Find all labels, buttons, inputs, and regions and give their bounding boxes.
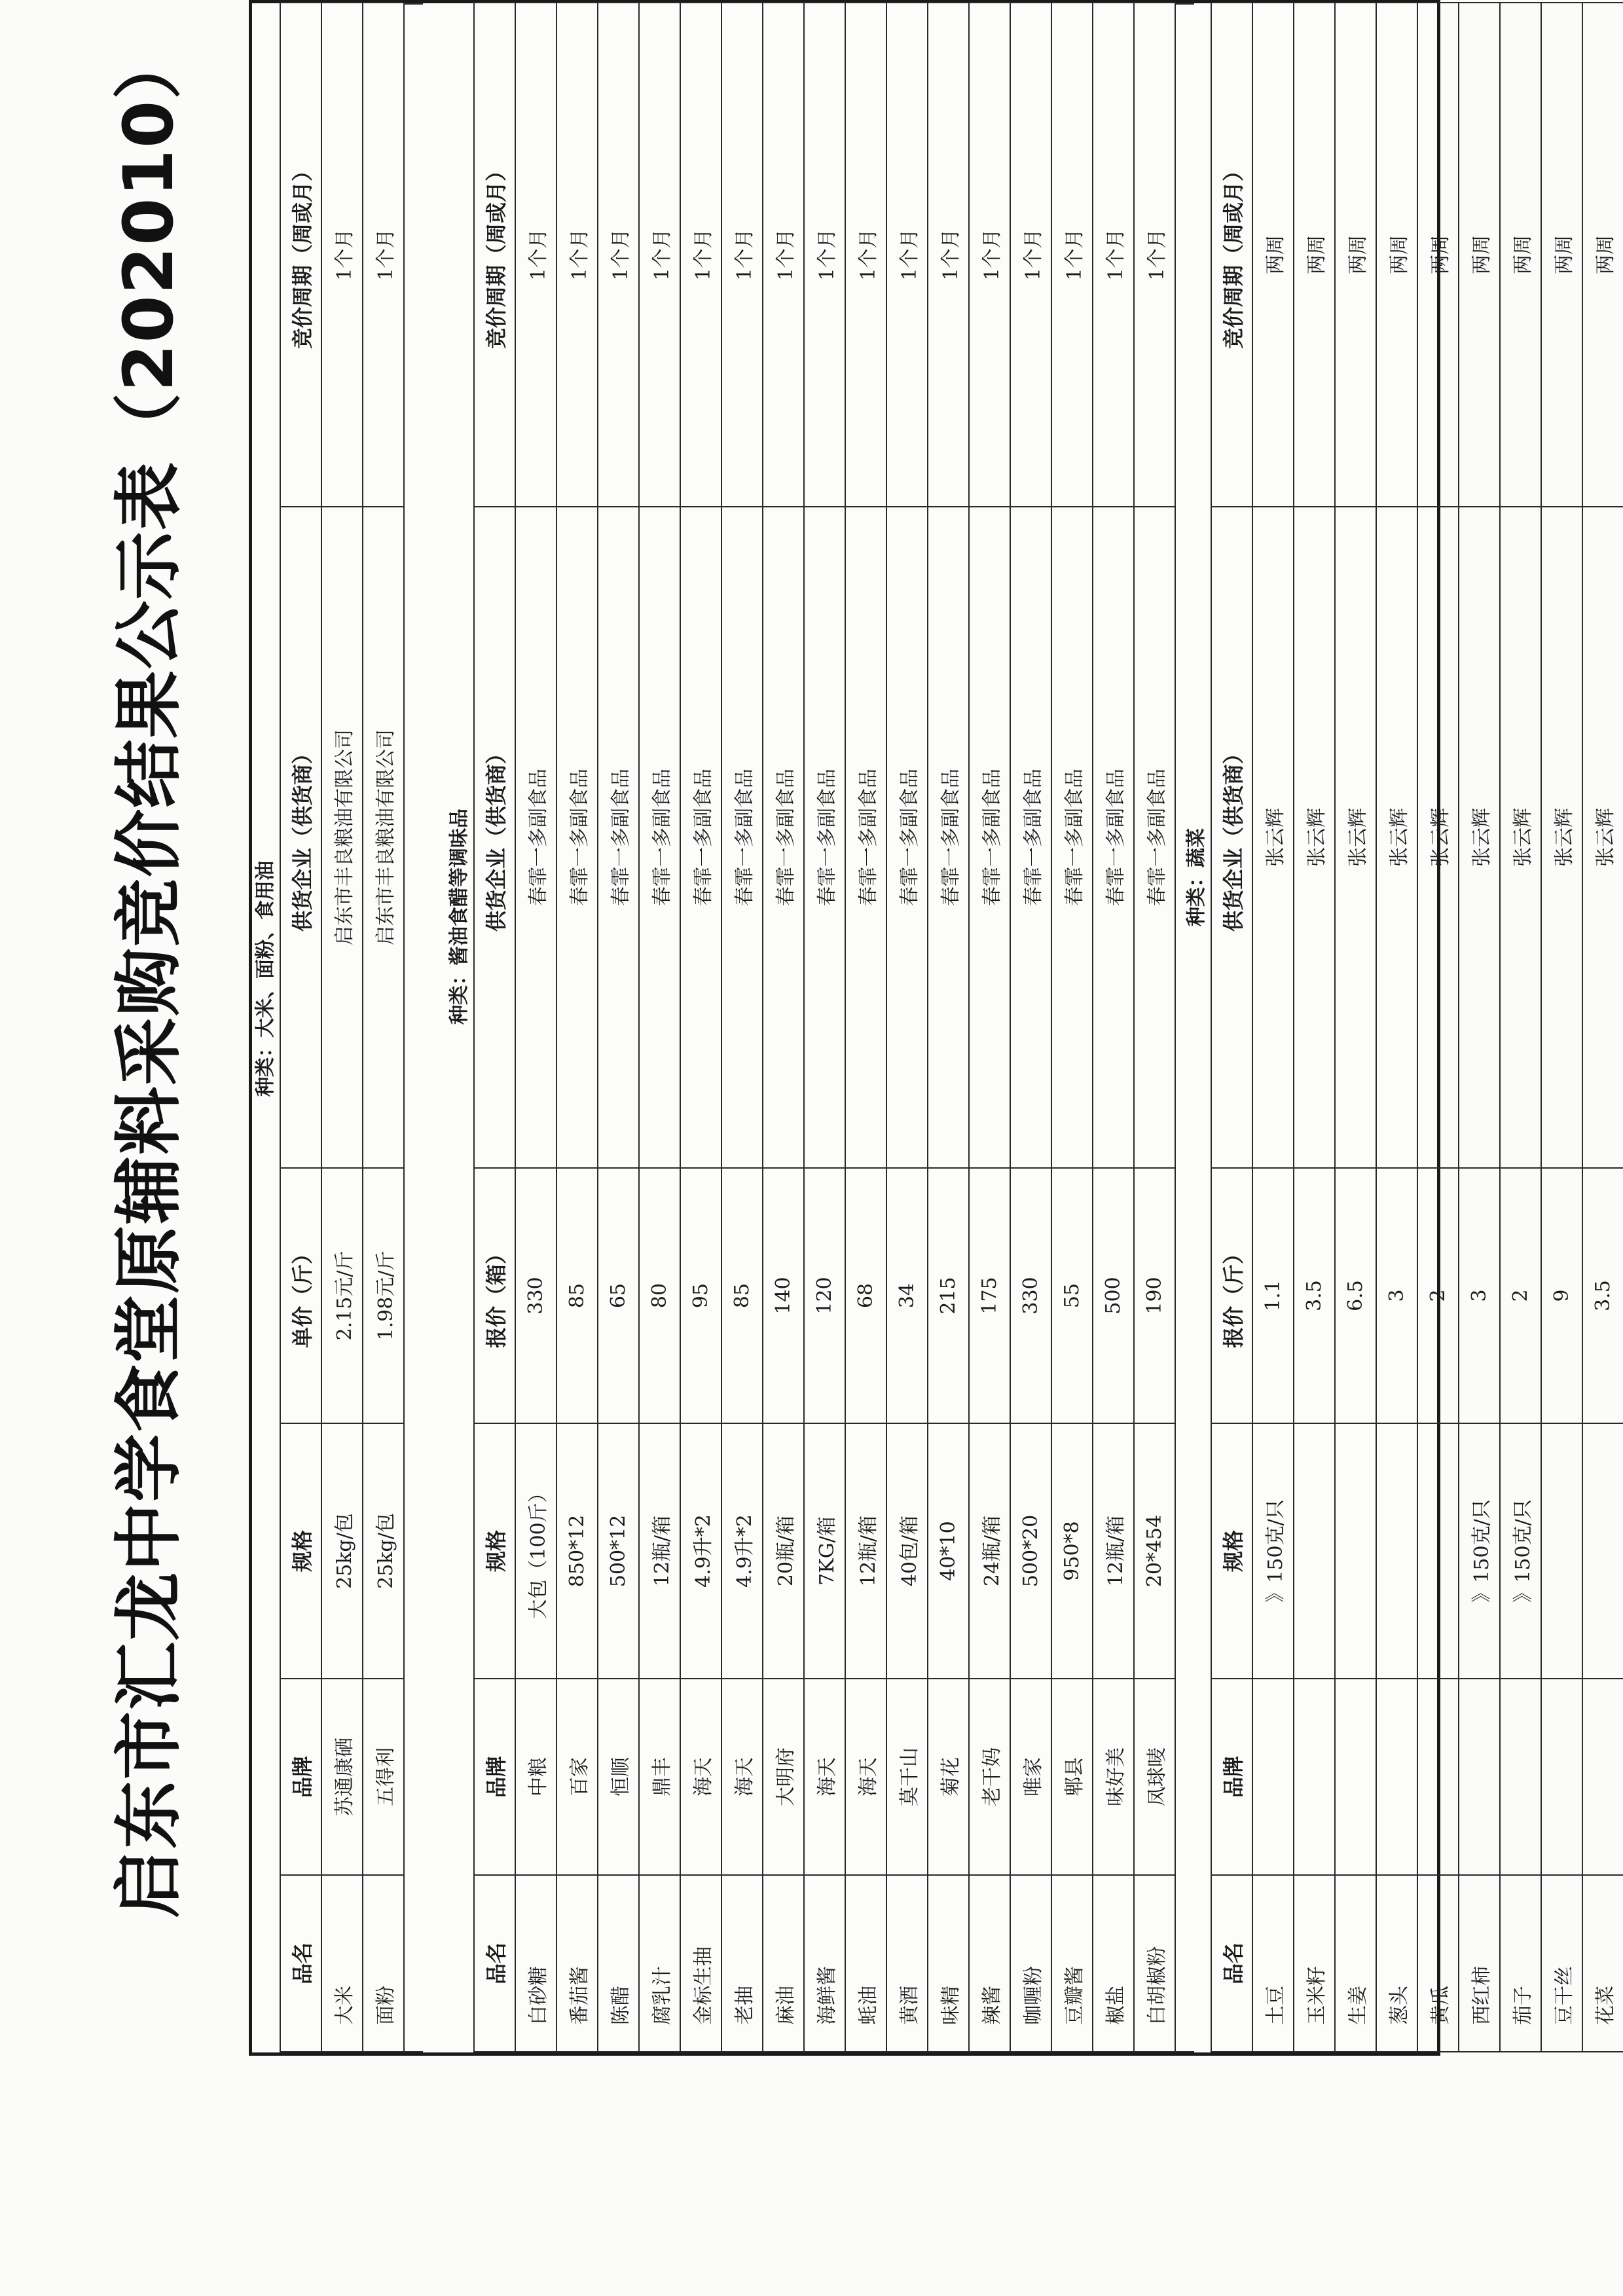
header-bidding-cycle: 竞价周期（周或月） (1211, 3, 1252, 507)
cell-supplier: 春霏一多副食品 (804, 507, 845, 1168)
cell-product-name: 白胡椒粉 (1134, 1875, 1175, 2052)
cell-price: 9 (1541, 1168, 1582, 1423)
cell-bidding-cycle: 两周 (1335, 3, 1376, 507)
cell-price: 120 (804, 1168, 845, 1423)
cell-supplier: 春霏一多副食品 (1093, 507, 1134, 1168)
grain-section (252, 3, 423, 2052)
table-row (1459, 3, 1500, 2052)
table-row (886, 3, 928, 2052)
section-gap (405, 3, 423, 2052)
cell-product-name: 椒盐 (1093, 1875, 1134, 2052)
cell-product-name: 花菜 (1582, 1875, 1623, 2052)
cell-spec: 大包（100斤） (515, 1423, 556, 1679)
cell-bidding-cycle: 1个月 (1093, 3, 1134, 507)
cell-product-name: 腐乳汁 (639, 1875, 680, 2052)
cell-brand: 中粮 (515, 1679, 556, 1875)
cell-supplier: 春霏一多副食品 (639, 507, 680, 1168)
cell-brand: 莫干山 (886, 1679, 928, 1875)
cell-spec: 25kg/包 (363, 1423, 404, 1679)
table-row (1376, 3, 1417, 2052)
grain-rows (321, 3, 404, 2052)
cell-bidding-cycle: 1个月 (928, 3, 969, 507)
table-row (1541, 3, 1582, 2052)
cell-product-name: 玉米籽 (1294, 1875, 1335, 2052)
cell-price: 3.5 (1582, 1168, 1623, 1423)
header-product-name: 品名 (280, 1875, 321, 2052)
cell-brand: 味好美 (1093, 1679, 1134, 1875)
cell-brand: 菊花 (928, 1679, 969, 1875)
cell-spec: 》150克/只 (1459, 1423, 1500, 1679)
cell-spec (1582, 1423, 1623, 1679)
cell-spec: 40包/箱 (886, 1423, 928, 1679)
cell-spec: 12瓶/箱 (1093, 1423, 1134, 1679)
cell-spec: 4.9升*2 (680, 1423, 721, 1679)
cell-brand: 海天 (804, 1679, 845, 1875)
cell-bidding-cycle: 两周 (1294, 3, 1335, 507)
cell-price: 34 (886, 1168, 928, 1423)
cell-supplier: 春霏一多副食品 (886, 507, 928, 1168)
sauce-header-row (474, 3, 515, 2052)
cell-price: 85 (556, 1168, 598, 1423)
cell-spec (1541, 1423, 1582, 1679)
cell-supplier: 春霏一多副食品 (928, 507, 969, 1168)
cell-supplier: 张云辉 (1417, 507, 1459, 1168)
cell-brand: 凤球唛 (1134, 1679, 1175, 1875)
cell-product-name: 海鲜酱 (804, 1875, 845, 2052)
cell-price: 1.98元/斤 (363, 1168, 404, 1423)
cell-price: 2 (1417, 1168, 1459, 1423)
cell-bidding-cycle: 1个月 (556, 3, 598, 507)
grain-category-label: 种类：大米、面粉、食用油 (254, 861, 277, 1097)
table-row (321, 3, 363, 2052)
table-row (680, 3, 721, 2052)
cell-product-name: 西红柿 (1459, 1875, 1500, 2052)
cell-brand (1335, 1679, 1376, 1875)
header-brand: 品牌 (1211, 1679, 1252, 1875)
cell-price: 80 (639, 1168, 680, 1423)
cell-price: 330 (515, 1168, 556, 1423)
cell-bidding-cycle: 两周 (1252, 3, 1294, 507)
cell-product-name: 陈醋 (598, 1875, 639, 2052)
veg-header-row (1211, 3, 1252, 2052)
header-brand: 品牌 (474, 1679, 515, 1875)
cell-brand (1294, 1679, 1335, 1875)
cell-spec: 12瓶/箱 (639, 1423, 680, 1679)
cell-brand (1500, 1679, 1541, 1875)
cell-product-name: 土豆 (1252, 1875, 1294, 2052)
table-row (763, 3, 804, 2052)
header-supplier: 供货企业（供货商） (474, 507, 515, 1168)
table-row (969, 3, 1010, 2052)
cell-bidding-cycle: 1个月 (515, 3, 556, 507)
cell-brand: 海天 (680, 1679, 721, 1875)
cell-product-name: 大米 (321, 1875, 363, 2052)
cell-spec: 12瓶/箱 (845, 1423, 886, 1679)
cell-bidding-cycle: 1个月 (639, 3, 680, 507)
cell-brand: 五得利 (363, 1679, 404, 1875)
cell-supplier: 张云辉 (1376, 507, 1417, 1168)
cell-spec (1376, 1423, 1417, 1679)
table-row (1134, 3, 1175, 2052)
cell-bidding-cycle: 1个月 (804, 3, 845, 507)
sauce-section (446, 3, 1194, 2052)
cell-supplier: 启东市丰良粮油有限公司 (363, 507, 404, 1168)
cell-bidding-cycle: 1个月 (763, 3, 804, 507)
cell-product-name: 豆干丝 (1541, 1875, 1582, 2052)
cell-supplier: 春霏一多副食品 (969, 507, 1010, 1168)
cell-supplier: 张云辉 (1500, 507, 1541, 1168)
cell-brand: 海天 (721, 1679, 763, 1875)
cell-supplier: 春霏一多副食品 (721, 507, 763, 1168)
cell-product-name: 麻油 (763, 1875, 804, 2052)
cell-bidding-cycle: 1个月 (363, 3, 404, 507)
cell-product-name: 金标生抽 (680, 1875, 721, 2052)
cell-bidding-cycle: 1个月 (1134, 3, 1175, 507)
header-spec: 规格 (474, 1423, 515, 1679)
cell-price: 95 (680, 1168, 721, 1423)
cell-price: 215 (928, 1168, 969, 1423)
table-row (515, 3, 556, 2052)
table-row (1010, 3, 1051, 2052)
header-product-name: 品名 (1211, 1875, 1252, 2052)
cell-product-name: 面粉 (363, 1875, 404, 2052)
cell-supplier: 春霏一多副食品 (1010, 507, 1051, 1168)
cell-spec: 850*12 (556, 1423, 598, 1679)
cell-brand (1376, 1679, 1417, 1875)
cell-product-name: 咖喱粉 (1010, 1875, 1051, 2052)
header-brand: 品牌 (280, 1679, 321, 1875)
header-supplier: 供货企业（供货商） (280, 507, 321, 1168)
veg-category-label: 种类：蔬菜 (1185, 828, 1208, 926)
table-row (1294, 3, 1335, 2052)
cell-brand: 鼎丰 (639, 1679, 680, 1875)
cell-price: 65 (598, 1168, 639, 1423)
table-row (1335, 3, 1376, 2052)
sauce-category-label: 种类：酱油食醋等调味品 (448, 809, 471, 1025)
cell-bidding-cycle: 两周 (1376, 3, 1417, 507)
cell-price: 500 (1093, 1168, 1134, 1423)
grain-header-row (280, 3, 321, 2052)
cell-price: 3.5 (1294, 1168, 1335, 1423)
cell-brand (1459, 1679, 1500, 1875)
header-bidding-cycle: 竞价周期（周或月） (474, 3, 515, 507)
cell-bidding-cycle: 两周 (1417, 3, 1459, 507)
cell-spec (1335, 1423, 1376, 1679)
cell-brand: 大明府 (763, 1679, 804, 1875)
table-row (1417, 3, 1459, 2052)
table-row (1582, 3, 1623, 2052)
header-bidding-cycle: 竞价周期（周或月） (280, 3, 321, 507)
header-product-name: 品名 (474, 1875, 515, 2052)
cell-brand (1582, 1679, 1623, 1875)
rotated-sheet (92, 0, 1617, 2056)
table-row (1093, 3, 1134, 2052)
cell-bidding-cycle: 1个月 (1010, 3, 1051, 507)
cell-price: 85 (721, 1168, 763, 1423)
table-row (1252, 3, 1294, 2052)
cell-product-name: 老抽 (721, 1875, 763, 2052)
cell-product-name: 味精 (928, 1875, 969, 2052)
sauce-rows (515, 3, 1175, 2052)
cell-bidding-cycle: 1个月 (1051, 3, 1093, 507)
cell-spec: 》150克/只 (1252, 1423, 1294, 1679)
cell-price: 68 (845, 1168, 886, 1423)
cell-spec: 》150克/只 (1500, 1423, 1541, 1679)
price-table-frame (249, 0, 1617, 2056)
cell-spec: 40*10 (928, 1423, 969, 1679)
cell-supplier: 春霏一多副食品 (598, 507, 639, 1168)
cell-product-name: 黄瓜 (1417, 1875, 1459, 2052)
cell-price: 140 (763, 1168, 804, 1423)
cell-product-name: 白砂糖 (515, 1875, 556, 2052)
cell-price: 6.5 (1335, 1168, 1376, 1423)
cell-brand: 恒顺 (598, 1679, 639, 1875)
cell-spec: 500*12 (598, 1423, 639, 1679)
cell-product-name: 蚝油 (845, 1875, 886, 2052)
cell-product-name: 辣酱 (969, 1875, 1010, 2052)
page-title: 启东市汇龙中学食堂原辅料采购竞价结果公示表（202010） (109, 29, 189, 1918)
cell-price: 1.1 (1252, 1168, 1294, 1423)
cell-bidding-cycle: 两周 (1582, 3, 1623, 507)
cell-product-name: 茄子 (1500, 1875, 1541, 2052)
cell-bidding-cycle: 1个月 (969, 3, 1010, 507)
cell-brand (1541, 1679, 1582, 1875)
cell-spec: 7KG/箱 (804, 1423, 845, 1679)
cell-spec: 20*454 (1134, 1423, 1175, 1679)
header-spec: 规格 (1211, 1423, 1252, 1679)
cell-brand (1417, 1679, 1459, 1875)
cell-brand: 百家 (556, 1679, 598, 1875)
cell-supplier: 春霏一多副食品 (556, 507, 598, 1168)
cell-brand: 郫县 (1051, 1679, 1093, 1875)
cell-brand: 苏通康硒 (321, 1679, 363, 1875)
cell-spec (1294, 1423, 1335, 1679)
table-row (804, 3, 845, 2052)
cell-supplier: 春霏一多副食品 (845, 507, 886, 1168)
cell-price: 55 (1051, 1168, 1093, 1423)
veg-rows (1252, 3, 1623, 2052)
table-row (556, 3, 598, 2052)
cell-price: 3 (1376, 1168, 1417, 1423)
cell-supplier: 启东市丰良粮油有限公司 (321, 507, 363, 1168)
cell-bidding-cycle: 两周 (1500, 3, 1541, 507)
sauce-table (473, 2, 1176, 2052)
cell-brand: 海天 (845, 1679, 886, 1875)
cell-product-name: 番茄酱 (556, 1875, 598, 2052)
cell-price: 3 (1459, 1168, 1500, 1423)
cell-spec: 25kg/包 (321, 1423, 363, 1679)
header-spec: 规格 (280, 1423, 321, 1679)
cell-supplier: 张云辉 (1582, 507, 1623, 1168)
cell-supplier: 张云辉 (1459, 507, 1500, 1168)
table-row (1051, 3, 1093, 2052)
table-row (363, 3, 404, 2052)
table-row (928, 3, 969, 2052)
cell-bidding-cycle: 两周 (1541, 3, 1582, 507)
header-supplier: 供货企业（供货商） (1211, 507, 1252, 1168)
cell-supplier: 春霏一多副食品 (515, 507, 556, 1168)
cell-bidding-cycle: 1个月 (321, 3, 363, 507)
cell-product-name: 黄酒 (886, 1875, 928, 2052)
cell-price: 2 (1500, 1168, 1541, 1423)
cell-bidding-cycle: 1个月 (845, 3, 886, 507)
cell-supplier: 张云辉 (1335, 507, 1376, 1168)
table-row (845, 3, 886, 2052)
cell-price: 190 (1134, 1168, 1175, 1423)
grain-table (280, 2, 405, 2052)
cell-spec: 500*20 (1010, 1423, 1051, 1679)
cell-supplier: 张云辉 (1294, 507, 1335, 1168)
header-quote-per-jin: 报价（斤） (1211, 1168, 1252, 1423)
cell-supplier: 春霏一多副食品 (1051, 507, 1093, 1168)
veg-table (1211, 2, 1623, 2052)
cell-product-name: 生姜 (1335, 1875, 1376, 2052)
cell-spec: 24瓶/箱 (969, 1423, 1010, 1679)
cell-brand: 唯家 (1010, 1679, 1051, 1875)
cell-price: 330 (1010, 1168, 1051, 1423)
cell-spec: 4.9升*2 (721, 1423, 763, 1679)
cell-bidding-cycle: 1个月 (886, 3, 928, 507)
cell-supplier: 春霏一多副食品 (763, 507, 804, 1168)
table-row (721, 3, 763, 2052)
cell-supplier: 张云辉 (1252, 507, 1294, 1168)
cell-supplier: 春霏一多副食品 (1134, 507, 1175, 1168)
cell-spec: 20瓶/箱 (763, 1423, 804, 1679)
table-row (639, 3, 680, 2052)
table-row (1500, 3, 1541, 2052)
cell-spec (1417, 1423, 1459, 1679)
veg-section (1183, 3, 1623, 2052)
cell-bidding-cycle: 两周 (1459, 3, 1500, 507)
header-quote-per-box: 报价（箱） (474, 1168, 515, 1423)
cell-supplier: 张云辉 (1541, 507, 1582, 1168)
cell-product-name: 葱头 (1376, 1875, 1417, 2052)
cell-bidding-cycle: 1个月 (680, 3, 721, 507)
cell-bidding-cycle: 1个月 (721, 3, 763, 507)
cell-bidding-cycle: 1个月 (598, 3, 639, 507)
cell-spec: 950*8 (1051, 1423, 1093, 1679)
cell-price: 2.15元/斤 (321, 1168, 363, 1423)
header-unit-price: 单价（斤） (280, 1168, 321, 1423)
cell-brand (1252, 1679, 1294, 1875)
cell-supplier: 春霏一多副食品 (680, 507, 721, 1168)
cell-brand: 老干妈 (969, 1679, 1010, 1875)
table-row (598, 3, 639, 2052)
cell-price: 175 (969, 1168, 1010, 1423)
cell-product-name: 豆瓣酱 (1051, 1875, 1093, 2052)
